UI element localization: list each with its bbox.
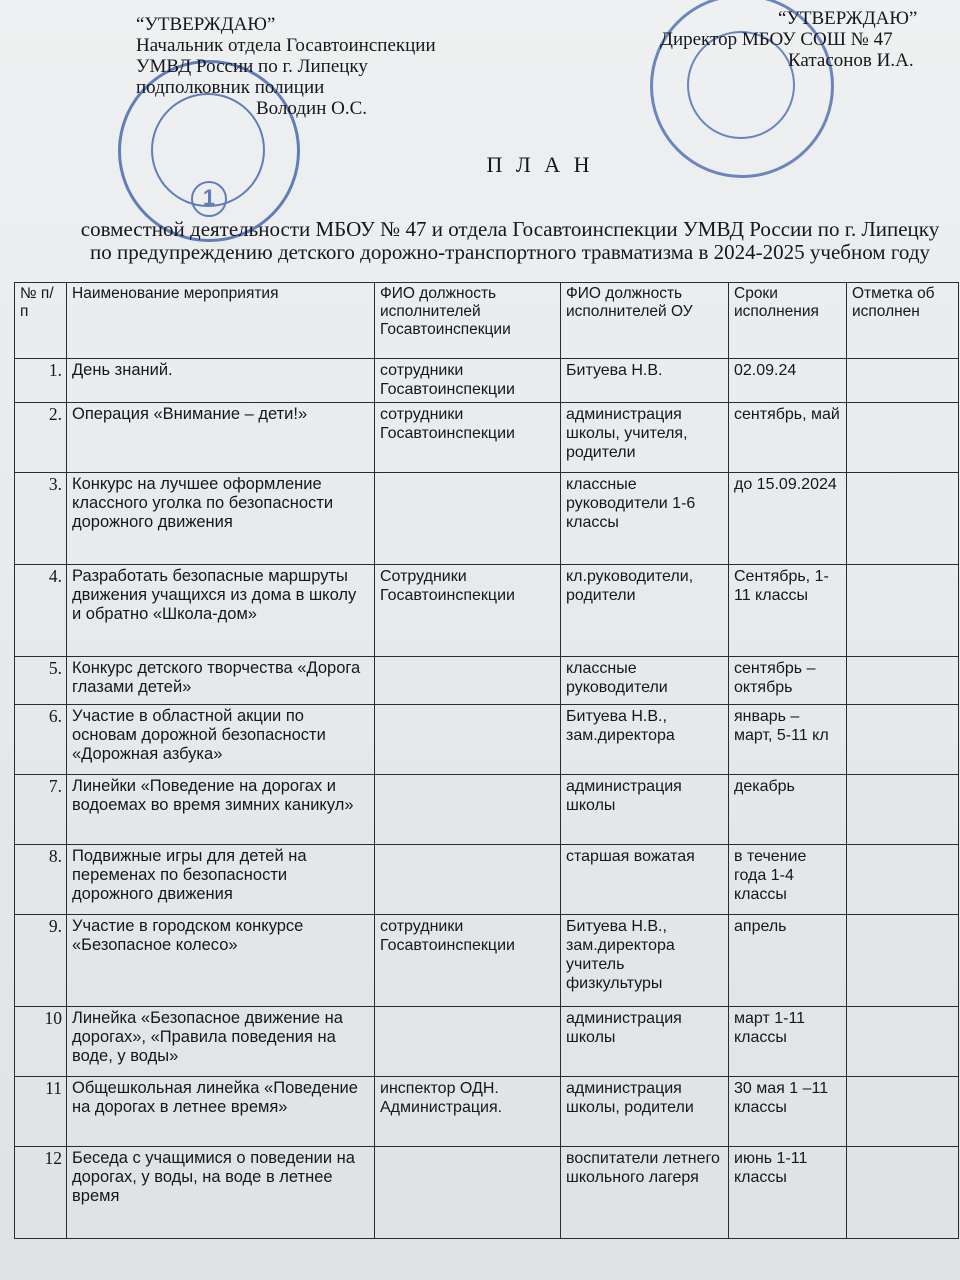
approval-department: УМВД России по г. Липецку bbox=[136, 56, 368, 77]
row-gai-executors: инспектор ОДН. Администрация. bbox=[375, 1077, 561, 1147]
table-row bbox=[15, 845, 959, 915]
row-number: 8. bbox=[15, 845, 67, 915]
plan-table bbox=[14, 282, 959, 1239]
table-row bbox=[15, 657, 959, 705]
row-activity: Подвижные игры для детей на переменах по безопасности дорожного движения bbox=[67, 845, 375, 915]
row-activity: Конкурс на лучшее оформление классного уголка по безопасности дорожного движения bbox=[67, 473, 375, 565]
row-activity: Участие в городском конкурсе «Безопасное колесо» bbox=[67, 915, 375, 1007]
header-activity: Наименование мероприятия bbox=[67, 283, 375, 359]
table-row bbox=[15, 473, 959, 565]
row-school-executors: администрация школы bbox=[561, 1007, 729, 1077]
row-school-executors: администрация школы bbox=[561, 775, 729, 845]
row-school-executors: старшая вожатая bbox=[561, 845, 729, 915]
row-gai-executors bbox=[375, 775, 561, 845]
row-completion-mark bbox=[847, 1007, 959, 1077]
row-completion-mark bbox=[847, 915, 959, 1007]
row-gai-executors bbox=[375, 473, 561, 565]
row-school-executors: Битуева Н.В., зам.директора учитель физкультуры bbox=[561, 915, 729, 1007]
row-number: 1. bbox=[15, 359, 67, 403]
table-row bbox=[15, 775, 959, 845]
row-completion-mark bbox=[847, 1147, 959, 1239]
row-number: 10 bbox=[15, 1007, 67, 1077]
row-completion-mark bbox=[847, 845, 959, 915]
row-school-executors: администрация школы, учителя, родители bbox=[561, 403, 729, 473]
row-gai-executors bbox=[375, 1007, 561, 1077]
header-mark: Отметка об исполнен bbox=[847, 283, 959, 359]
approval-block-right bbox=[660, 8, 917, 71]
row-activity: Беседа с учащимися о поведении на дорогах, у воды, на воде в летнее время bbox=[67, 1147, 375, 1239]
header-term: Сроки исполнения bbox=[729, 283, 847, 359]
row-gai-executors: сотрудники Госавтоинспекции bbox=[375, 359, 561, 403]
row-activity: Участие в областной акции по основам дорожной безопасности «Дорожная азбука» bbox=[67, 705, 375, 775]
row-activity: Конкурс детского творчества «Дорога глазами детей» bbox=[67, 657, 375, 705]
header-gai: ФИО должность исполнителей Госавтоинспекции bbox=[375, 283, 561, 359]
table-row bbox=[15, 915, 959, 1007]
row-gai-executors bbox=[375, 705, 561, 775]
row-school-executors: классные руководители bbox=[561, 657, 729, 705]
approval-position: Начальник отдела Госавтоинспекции bbox=[136, 35, 436, 56]
row-activity: Операция «Внимание – дети!» bbox=[67, 403, 375, 473]
row-completion-mark bbox=[847, 473, 959, 565]
table-row bbox=[15, 565, 959, 657]
row-gai-executors bbox=[375, 845, 561, 915]
row-term: 30 мая 1 –11 классы bbox=[729, 1077, 847, 1147]
approval-block-left bbox=[136, 14, 436, 119]
table-row bbox=[15, 359, 959, 403]
row-number: 11 bbox=[15, 1077, 67, 1147]
table-row bbox=[15, 705, 959, 775]
table-row bbox=[15, 1077, 959, 1147]
row-gai-executors bbox=[375, 657, 561, 705]
row-number: 12 bbox=[15, 1147, 67, 1239]
approval-signature-name: Володин О.С. bbox=[256, 98, 368, 119]
row-activity: Разработать безопасные маршруты движения учащихся из дома в школу и обратно «Школа-дом» bbox=[67, 565, 375, 657]
approval-rank: подполковник полиции bbox=[136, 77, 325, 98]
row-number: 6. bbox=[15, 705, 67, 775]
row-completion-mark bbox=[847, 1077, 959, 1147]
row-number: 5. bbox=[15, 657, 67, 705]
row-activity: Линейки «Поведение на дорогах и водоемах во время зимних каникул» bbox=[67, 775, 375, 845]
row-completion-mark bbox=[847, 565, 959, 657]
row-school-executors: воспитатели летнего школьного лагеря bbox=[561, 1147, 729, 1239]
row-gai-executors: Сотрудники Госавтоинспекции bbox=[375, 565, 561, 657]
row-number: 9. bbox=[15, 915, 67, 1007]
row-number: 3. bbox=[15, 473, 67, 565]
row-activity: День знаний. bbox=[67, 359, 375, 403]
row-completion-mark bbox=[847, 705, 959, 775]
row-completion-mark bbox=[847, 403, 959, 473]
document-title: П Л А Н bbox=[486, 152, 594, 177]
row-term: сентябрь, май bbox=[729, 403, 847, 473]
row-gai-executors: сотрудники Госавтоинспекции bbox=[375, 403, 561, 473]
header-school: ФИО должность исполнителей ОУ bbox=[561, 283, 729, 359]
row-number: 4. bbox=[15, 565, 67, 657]
approval-heading: “УТВЕРЖДАЮ” bbox=[136, 14, 276, 35]
row-gai-executors bbox=[375, 1147, 561, 1239]
row-completion-mark bbox=[847, 775, 959, 845]
seal-number: 1 bbox=[191, 181, 227, 217]
row-term: до 15.09.2024 bbox=[729, 473, 847, 565]
row-term: Сентябрь, 1-11 классы bbox=[729, 565, 847, 657]
row-school-executors: администрация школы, родители bbox=[561, 1077, 729, 1147]
document-subtitle: совместной деятельности МБОУ № 47 и отдела Госавтоинспекции УМВД России по г. Липецку по предупреждению детского дорожно-транспортного травматизма в 2024-2025 учебном году bbox=[80, 217, 940, 264]
table-row bbox=[15, 1147, 959, 1239]
table-header-row bbox=[15, 283, 959, 359]
row-school-executors: Битуева Н.В. bbox=[561, 359, 729, 403]
row-activity: Общешкольная линейка «Поведение на дорогах в летнее время» bbox=[67, 1077, 375, 1147]
table-row bbox=[15, 1007, 959, 1077]
table-row bbox=[15, 403, 959, 473]
row-term: в течение года 1-4 классы bbox=[729, 845, 847, 915]
row-term: декабрь bbox=[729, 775, 847, 845]
row-number: 2. bbox=[15, 403, 67, 473]
row-school-executors: Битуева Н.В., зам.директора bbox=[561, 705, 729, 775]
row-term: январь – март, 5-11 кл bbox=[729, 705, 847, 775]
row-number: 7. bbox=[15, 775, 67, 845]
approval-heading: “УТВЕРЖДАЮ” bbox=[778, 8, 918, 29]
row-term: 02.09.24 bbox=[729, 359, 847, 403]
row-term: сентябрь – октябрь bbox=[729, 657, 847, 705]
row-activity: Линейка «Безопасное движение на дорогах», «Правила поведения на воде, у воды» bbox=[67, 1007, 375, 1077]
row-term: апрель bbox=[729, 915, 847, 1007]
row-completion-mark bbox=[847, 359, 959, 403]
row-school-executors: кл.руководители, родители bbox=[561, 565, 729, 657]
approval-position: Директор МБОУ СОШ № 47 bbox=[660, 29, 893, 50]
row-gai-executors: сотрудники Госавтоинспекции bbox=[375, 915, 561, 1007]
approval-signature-name: Катасонов И.А. bbox=[788, 50, 914, 71]
header-no: № п/п bbox=[15, 283, 67, 359]
row-term: июнь 1-11 классы bbox=[729, 1147, 847, 1239]
row-completion-mark bbox=[847, 657, 959, 705]
row-term: март 1-11 классы bbox=[729, 1007, 847, 1077]
row-school-executors: классные руководители 1-6 классы bbox=[561, 473, 729, 565]
